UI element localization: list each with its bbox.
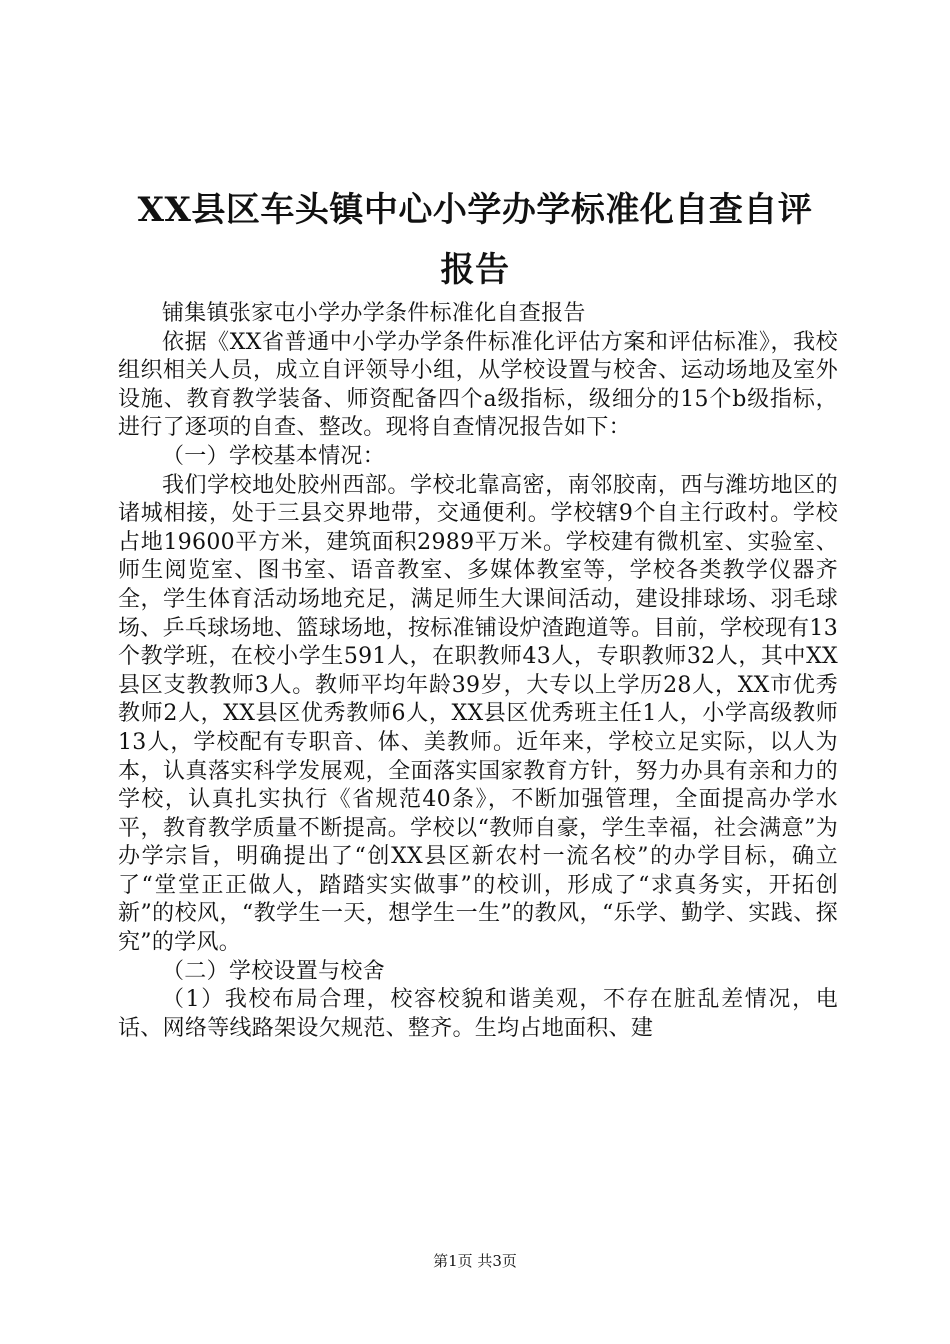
paragraph-subtitle: 铺集镇张家屯小学办学条件标准化自查报告 <box>162 301 586 326</box>
section-heading-2: （二）学校设置与校舍 <box>162 958 386 984</box>
document-body <box>118 300 838 1043</box>
paragraph-intro: 依据《XX省普通中小学办学条件标准化评估方案和评估标准》，我校组织相关人员，成立自评领导小组，从学校设置与校舍、运动场地及室外设施、教育教学装备、师资配备四个a级指标，级细分的15个b级指标，进行了逐项的自查、整改。现将自查情况报告如下： <box>118 329 838 441</box>
page-footer: 第1页 共3页 <box>433 1252 517 1270</box>
paragraph-school-info: 我们学校地处胶州西部。学校北靠高密，南邻胶南，西与潍坊地区的诸城相接，处于三县交界地带，交通便利。学校辖9个自主行政村。学校占地19600平方米，建筑面积2989平万米。学校建有微机室、实验室、师生阅览室、图书室、语音教室、多媒体教室等，学校各类教学仪器齐全，学生体育活动场地充足，满足师生大课间活动，建设排球场、羽毛球场、乒乓球场地、篮球场地，按标准铺设炉渣跑道等。目前，学校现有13个教学班，在校小学生591人，在职教师43人，专职教师32人，其中XX县区支教教师3人。教师平均年龄39岁，大专以上学历28人，XX市优秀教师2人，XX县区优秀教师6人，XX县区优秀班主任1人，小学高级教师13人，学校配有专职音、体、美教师。近年来，学校立足实际，以人为本，认真落实科学发展观，全面落实国家教育方针，努力办具有亲和力的学校，认真扎实执行《省规范40条》，不断加强管理，全面提高办学水平，教育教学质量不断提高。学校以“教师自豪，学生幸福，社会满意”为办学宗旨，明确提出了“创XX县区新农村一流名校”的办学目标，确立了“堂堂正正做人，踏踏实实做事”的校训，形成了“求真务实，开拓创新”的校风，“教学生一天，想学生一生”的教风，“乐学、勤学、实践、探究”的学风。 <box>118 472 838 956</box>
paragraph-layout: （1）我校布局合理，校容校貌和谐美观，不存在脏乱差情况，电话、网络等线路架设欠规范、整齐。生均占地面积、建 <box>118 987 838 1041</box>
document-title-line-2: 报告 <box>440 250 510 290</box>
document-title-line-1: XX县区车头镇中心小学办学标准化自查自评 <box>137 190 813 230</box>
section-heading-1: （一）学校基本情况： <box>162 443 386 469</box>
